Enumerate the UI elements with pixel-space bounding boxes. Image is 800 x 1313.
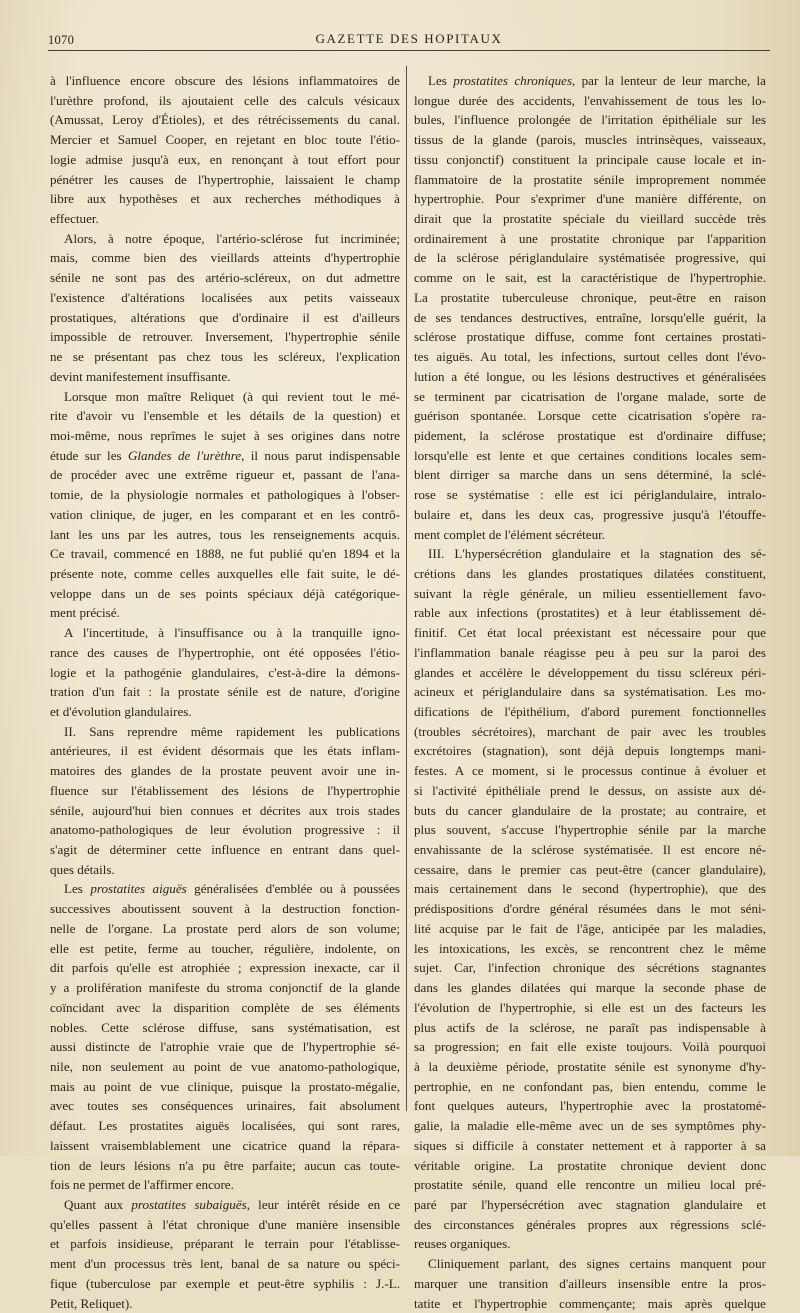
text-line: fique (tuberculose par exemple et peut-être syphilis : J.-L. <box>50 1275 400 1291</box>
text-line: véritable origine. La prostatite chronique devient donc <box>414 1157 766 1173</box>
text-line: veloppe dans un de ses points spéciaux déjà catégorique- <box>50 585 400 601</box>
text-line: y a prolifération manifeste du stroma conjonctif de la glande <box>50 980 400 996</box>
page-number: 1070 <box>48 33 75 47</box>
text-line: avec toutes ses conséquences urinaires, fait absolument <box>50 1098 400 1114</box>
text-line: logie admise jusqu'à eux, en renonçant à tout effort pour <box>50 151 400 167</box>
text-line: à l'influence encore obscure des lésions inflammatoires de <box>50 73 400 88</box>
text-line: ordinairement à une prostatite chronique par l'apparition <box>414 230 766 246</box>
text-line: se terminent par cicatrisation de l'organe malade, sorte de <box>414 388 766 404</box>
text-line: galie, la maladie elle-même avec un de ses symptômes phy- <box>414 1118 766 1134</box>
text-line: mais certainement dans le second (hypertrophie), que des <box>414 881 766 897</box>
text-line: successives aboutissent souvent à la destruction fonction- <box>50 901 400 917</box>
text-line: aussi distincte de l'atrophie vraie que de l'hypertrophie sé- <box>50 1039 400 1055</box>
text-line: plus souvent, s'accuse l'hypertrophie sénile par la marche <box>414 822 766 838</box>
text-line: prostatite sénile, quand elle rencontre un milieu local pré- <box>414 1177 766 1193</box>
text-line: et d'évolution glandulaires. <box>50 704 192 719</box>
left-text-column <box>50 71 400 1313</box>
text-line: rite d'avoir vu l'ensemble et les détails de la question) et <box>50 408 400 424</box>
text-line: impossible de retrouver. Inversement, l'hypertrophie sénile <box>50 329 400 345</box>
column-divider <box>406 66 407 1111</box>
text-line: elle est petite, ferme au toucher, régulière, indolente, on <box>50 940 400 956</box>
text-line: prostatiques, altérations que d'ordinaire il est d'ailleurs <box>50 309 400 325</box>
text-line: dit parfois qu'elle est atrophiée ; expression inexacte, car il <box>50 960 400 976</box>
text-line: tatite et l'hypertrophie commençante; mais après quelque <box>414 1295 766 1311</box>
text-line: tissus de la glande (parois, muscles intrinsèques, vaisseaux, <box>414 132 766 148</box>
text-line: Lorsque mon maître Reliquet (à qui revient tout le mé- <box>64 388 400 404</box>
text-line: si l'activité épithéliale prend le dessus, on assiste aux dé- <box>414 782 766 798</box>
text-line: tion de leurs lésions n'a pu être parfaite; aucun cas toute- <box>50 1157 400 1173</box>
text-line: envahissante de la sclérose systématisée. Il est encore né- <box>414 842 766 858</box>
text-line: l'urèthre profond, ils ajoutaient celle des calculs vésicaux <box>50 92 400 108</box>
text-line: anatomo-pathologiques de leur évolution progressive : il <box>50 822 400 838</box>
text-line: tes aiguës. Au total, les infections, surtout celles dont l'évo- <box>414 349 766 365</box>
text-line: cessaire, dans le premier cas peut-être (cancer glandulaire), <box>414 861 766 877</box>
text-line: suivant la règle générale, un milieu essentiellement favo- <box>414 585 766 601</box>
text-line: pertrophie, en ne confondant pas, bien entendu, comme le <box>414 1078 766 1094</box>
text-line: ne se présentant pas chez tous les scléreux, l'explication <box>50 349 400 365</box>
text-line: pénétrer les causes de l'hypertrophie, laissaient le champ <box>50 171 400 187</box>
text-line: bulaire et, dans les deux cas, progressive jusqu'à l'étouffe- <box>414 506 766 522</box>
text-line: étude sur les Glandes de l'urèthre, il nous parut indispensable <box>50 447 401 463</box>
text-line: festes. A ce moment, si le processus continue à évoluer et <box>414 763 766 779</box>
text-line: antérieures, il est évident désormais que les états inflam- <box>50 743 400 759</box>
text-line: effectuer. <box>50 211 99 227</box>
text-line: moi-même, nous reprîmes le sujet à ses origines dans notre <box>50 427 400 443</box>
text-line: Ce travail, commencé en 1888, ne fut publié qu'en 1894 et la <box>50 546 400 562</box>
text-line: Petit, Reliquet). <box>50 1295 133 1311</box>
text-line: finitif. Cet état local préexistant est nécessaire pour que <box>414 625 766 641</box>
text-line: lorsqu'elle est lente et que certaines conditions locales sem- <box>414 447 766 463</box>
text-line: sénile ne sont pas des artério-scléreux, on dut admettre <box>50 270 400 286</box>
text-line: nile, non seulement au point de vue anatomo-pathologique, <box>50 1058 400 1074</box>
text-line: Mercier et Samuel Cooper, en rejetant en bloc toute l'étio- <box>50 132 400 148</box>
text-line: sclérose prostatique diffuse, comme font certaines prostati- <box>414 329 766 345</box>
text-line: lant les uns par les autres, tous les renseignements acquis. <box>50 526 400 542</box>
text-line: paré par l'hypersécrétion avec stagnation glandulaire et <box>414 1196 766 1212</box>
text-line: les intoxications, les excès, se rencontrent chez le même <box>414 940 766 956</box>
text-line: tration d'un fait : la prostate sénile est de nature, d'origine <box>50 684 400 700</box>
text-line: hypertrophie. Pour s'exprimer d'une manière différente, on <box>414 191 766 207</box>
text-line: présente note, comme celles auxquelles elle fait suite, le dé- <box>50 565 400 581</box>
text-line: crétions dans les glandes prostatiques dilatées constituent, <box>414 565 766 581</box>
text-line: A l'incertitude, à l'insuffisance ou à la tranquille igno- <box>64 625 400 641</box>
text-line: nobles. Cette sclérose diffuse, sans systématisation, est <box>50 1019 400 1035</box>
text-line: (troubles sécrétoires), marchant de pair avec les troubles <box>414 723 766 739</box>
text-line: (Amussat, Leroy d'Étioles), et des rétrécissements du canal. <box>50 112 400 128</box>
text-line: font quelques auteurs, l'hypertrophie avec la prostatomé- <box>414 1098 766 1114</box>
text-line: qu'elles passent à l'état chronique d'une manière insensible <box>50 1216 400 1232</box>
text-line: Quant aux prostatites subaiguës, leur intérêt réside en ce <box>64 1196 401 1212</box>
text-line: siques si difficile à constater nettement et à rapporter à sa <box>414 1137 766 1153</box>
text-line: sénile, aujourd'hui bien connues et décrites aux trois stades <box>50 802 400 818</box>
text-line: excrétoires (stagnation), sont déjà depuis longtemps mani- <box>414 743 766 759</box>
text-line: dirait que la prostatite spéciale du vieillard succède très <box>414 211 766 227</box>
text-line: Les prostatites chroniques, par la lenteur de leur marche, la <box>428 73 766 88</box>
text-line: acineux et périglandulaire dans sa systématisation. Les mo- <box>414 684 766 700</box>
text-line: blent dirriger sa marche dans un sens déterminé, la sclé- <box>414 467 766 483</box>
text-line: tomie, de la physiologie normales et pathologiques à l'obser- <box>50 487 400 503</box>
text-line: rance des causes de l'hypertrophie, ont été opposées l'étio- <box>50 644 400 660</box>
text-line: libre aux hypothèses et aux recherches méthodiques à <box>50 191 400 207</box>
text-line: ment complet de l'élément sécréteur. <box>414 526 606 542</box>
text-line: mais, comme bien des vieillards atteints d'hypertrophie <box>50 250 400 266</box>
text-line: défaut. Les prostatites aiguës localisées, qui sont rares, <box>50 1118 400 1134</box>
text-line: rable aux infections (prostatites) et à leur établissement dé- <box>414 605 766 621</box>
text-line: matoires des glandes de la prostate peuvent avoir une in- <box>50 763 400 779</box>
text-line: sa progression; en fait elle existe toujours. Voilà pourquoi <box>414 1039 766 1055</box>
text-line: de ses tendances destructives, entraîne, lorsqu'elle guérit, la <box>414 309 766 325</box>
text-line: sujet. Car, l'infection chronique des sécrétions stagnantes <box>414 960 766 976</box>
text-line: prédispositions d'ordre général résumées dans le mot séni- <box>414 901 766 917</box>
text-line: ment précisé. <box>50 605 120 621</box>
text-line: des circonstances générales propres aux régressions sclé- <box>414 1216 766 1232</box>
text-line: difications de l'épithélium, d'abord purement fonctionnelles <box>414 704 766 719</box>
text-line: mais au point de vue clinique, puisque la prostato-mégalie, <box>50 1078 400 1094</box>
text-line: marquer une transition d'ailleurs insensible entre la pros- <box>414 1275 766 1291</box>
text-line: Alors, à notre époque, l'artério-sclérose fut incriminée; <box>64 230 400 246</box>
text-line: dans les glandes dilatées qui marque la seconde phase de <box>414 980 766 996</box>
text-line: bules, l'influence prolongée de l'irritation épithéliale sur les <box>414 112 766 128</box>
text-line: Cliniquement parlant, des signes certains manquent pour <box>428 1256 766 1272</box>
text-line: vation clinique, de juger, en les comparant et en les contrô- <box>50 506 400 522</box>
text-line: à la deuxième période, prostatite sénile est synonyme d'hy- <box>414 1058 766 1074</box>
text-line: glandes et accélère le développement du tissu scléreux péri- <box>414 664 766 680</box>
text-line: La prostatite tuberculeuse chronique, peut-être en raison <box>414 289 766 305</box>
text-line: II. Sans reprendre même rapidement les publications <box>64 723 400 739</box>
text-line: reuses organiques. <box>414 1236 511 1252</box>
text-line: logie et la pathogénie glandulaires, c'est-à-dire la démons- <box>50 664 400 680</box>
text-line: lution a été longue, ou les lésions destructives et généralisées <box>414 368 766 384</box>
text-line: ques détails. <box>50 861 115 877</box>
text-line: fluence sur l'établissement des lésions de l'hypertrophie <box>50 782 400 798</box>
running-header <box>48 24 770 51</box>
text-line: plus actifs de la sclérose, ne paraît pas indispensable à <box>414 1019 766 1035</box>
text-line: fois ne permet de l'affirmer encore. <box>50 1177 234 1193</box>
text-line: l'évolution de l'hypertrophie, si elle est un des facteurs les <box>414 999 766 1015</box>
text-line: laissent vraisemblablement une cicatrice quand la répara- <box>50 1137 400 1153</box>
text-line: III. L'hypersécrétion glandulaire et la stagnation des sé- <box>428 546 766 562</box>
text-line: et parfois insidieuse, préparant le terrain pour l'établisse- <box>50 1236 400 1252</box>
text-line: longue durée des accidents, l'envahissement de tous les lo- <box>414 92 766 108</box>
text-line: Les prostatites aiguës généralisées d'emblée ou à poussées <box>64 881 400 897</box>
text-line: guérison spontanée. Lorsque cette cicatrisation s'opère ra- <box>414 408 766 424</box>
text-line: l'existence d'altérations localisées aux petits vaisseaux <box>50 289 400 305</box>
journal-title: GAZETTE DES HOPITAUX <box>315 31 503 46</box>
text-line: flammatoire de la prostatite sénile improprement nommée <box>414 171 766 187</box>
text-line: rose se systématise : elle est ici périglandulaire, intralo- <box>414 487 766 503</box>
text-line: ment d'un processus très lent, banal de sa nature ou spéci- <box>50 1256 400 1272</box>
text-line: buts du cancer glandulaire de la prostate; au contraire, et <box>414 802 766 818</box>
text-line: nelle de l'organe. La prostate perd alors de son volume; <box>50 920 400 936</box>
text-line: lité acquise par le fait de l'âge, anticipée par les maladies, <box>414 920 766 936</box>
text-line: de la sclérose périglandulaire systématisée progressive, qui <box>414 250 766 266</box>
text-line: coïncidant avec la disparition complète de ses éléments <box>50 999 400 1015</box>
text-line: de procéder avec une extrême rigueur et, passant de l'ana- <box>50 467 400 483</box>
text-line: s'agit de déterminer cette influence en entrant dans quel- <box>50 842 400 858</box>
text-line: l'inflammation banale réagisse peu à peu sur la paroi des <box>414 644 766 660</box>
text-line: pidement, la sclérose prostatique est d'ordinaire diffuse; <box>414 427 766 443</box>
text-line: tissu conjonctif) constituent la principale cause locale et in- <box>414 151 766 167</box>
text-line: devint manifestement insuffisante. <box>50 368 231 384</box>
right-text-column <box>414 71 766 1313</box>
text-line: comme on le sait, est la caractéristique de l'hypertrophie. <box>414 270 766 286</box>
